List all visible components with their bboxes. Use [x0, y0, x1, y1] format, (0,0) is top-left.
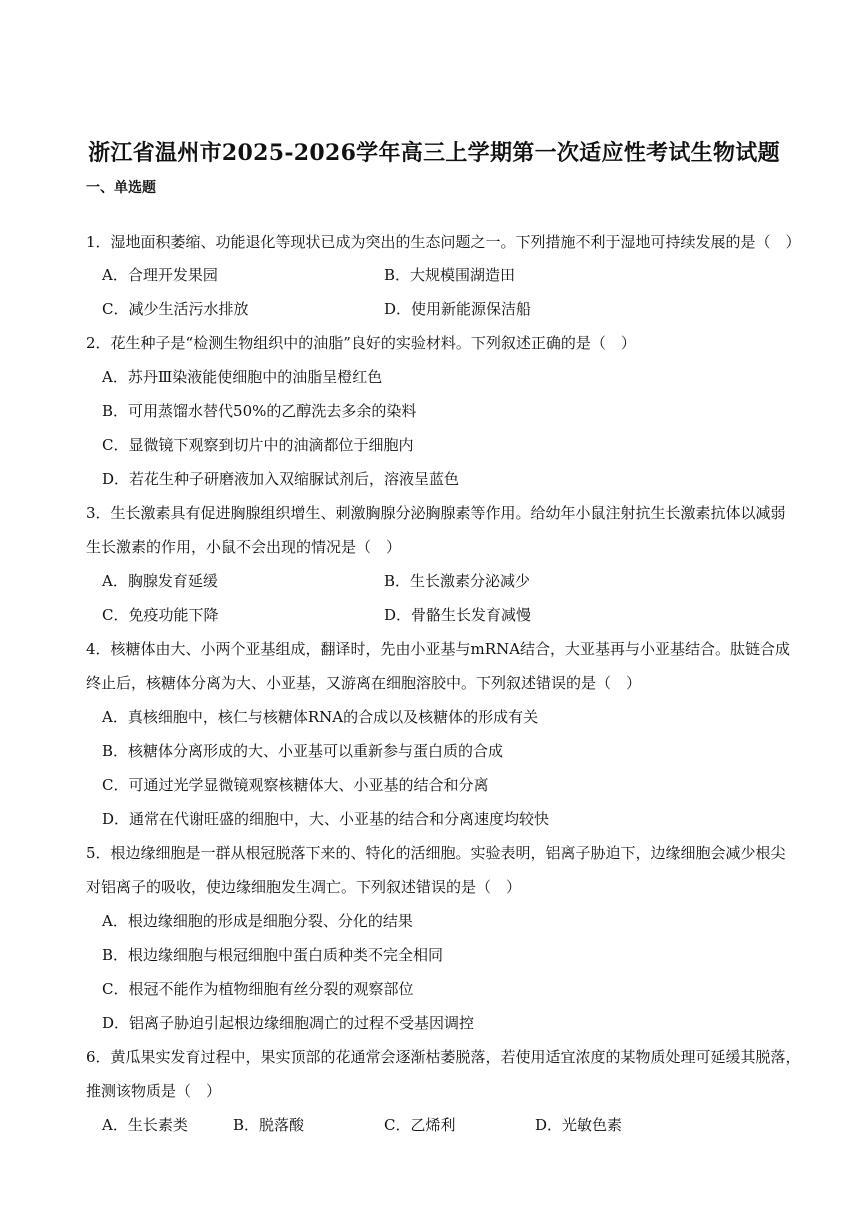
question-4-option-a: A．真核细胞中，核仁与核糖体RNA的合成以及核糖体的形成有关 [102, 708, 539, 726]
section-heading: 一、单选题 [86, 180, 156, 196]
question-2-option-b: B．可用蒸馏水替代50%的乙醇洗去多余的染料 [102, 402, 417, 420]
question-2-stem: 2．花生种子是“检测生物组织中的油脂”良好的实验材料。下列叙述正确的是（ ） [86, 334, 636, 352]
question-3-option-b: B．生长激素分泌减少 [384, 572, 531, 590]
question-5-option-a: A．根边缘细胞的形成是细胞分裂、分化的结果 [102, 912, 413, 930]
question-1-stem: 1．湿地面积萎缩、功能退化等现状已成为突出的生态问题之一。下列措施不利于湿地可持续发展的是（ ） [86, 233, 801, 251]
question-6-option-d: D．光敏色素 [535, 1116, 623, 1134]
question-5-option-b: B．根边缘细胞与根冠细胞中蛋白质种类不完全相同 [102, 946, 444, 964]
question-1-option-b: B．大规模围湖造田 [384, 266, 516, 284]
question-2-option-c: C．显微镜下观察到切片中的油滴都位于细胞内 [102, 436, 414, 454]
question-5-option-c: C．根冠不能作为植物细胞有丝分裂的观察部位 [102, 980, 414, 998]
question-3-option-d: D．骨骼生长发育减慢 [384, 606, 532, 624]
question-1-option-a: A．合理开发果园 [102, 266, 218, 284]
question-4-stem-line-1: 4．核糖体由大、小两个亚基组成，翻译时，先由小亚基与mRNA结合，大亚基再与小亚基结合。肽链合成 [86, 640, 791, 658]
question-5-stem-line-1: 5．根边缘细胞是一群从根冠脱落下来的、特化的活细胞。实验表明，铝离子胁迫下，边缘细胞会减少根尖 [86, 844, 786, 862]
question-6-stem-line-2: 推测该物质是（ ） [86, 1082, 222, 1100]
question-3-option-a: A．胸腺发育延缓 [102, 572, 218, 590]
question-5-option-d: D．铝离子胁迫引起根边缘细胞凋亡的过程不受基因调控 [102, 1014, 475, 1032]
question-2-option-d: D．若花生种子研磨液加入双缩脲试剂后，溶液呈蓝色 [102, 470, 460, 488]
question-1-option-d: D．使用新能源保洁船 [384, 300, 532, 318]
question-5-stem-line-2: 对铝离子的吸收，使边缘细胞发生凋亡。下列叙述错误的是（ ） [86, 878, 522, 896]
question-4-option-b: B．核糖体分离形成的大、小亚基可以重新参与蛋白质的合成 [102, 742, 504, 760]
question-4-option-d: D．通常在代谢旺盛的细胞中，大、小亚基的结合和分离速度均较快 [102, 810, 550, 828]
question-6-option-b: B．脱落酸 [233, 1116, 305, 1134]
question-4-stem-line-2: 终止后，核糖体分离为大、小亚基，又游离在细胞溶胶中。下列叙述错误的是（ ） [86, 674, 642, 692]
question-3-stem-line-2: 生长激素的作用，小鼠不会出现的情况是（ ） [86, 538, 402, 556]
question-6-option-a: A．生长素类 [102, 1116, 188, 1134]
question-3-option-c: C．免疫功能下降 [102, 606, 219, 624]
question-6-stem-line-1: 6．黄瓜果实发育过程中，果实顶部的花通常会逐渐枯萎脱落，若使用适宜浓度的某物质处理可延缓其脱落， [86, 1048, 801, 1066]
question-1-option-c: C．减少生活污水排放 [102, 300, 249, 318]
question-6-option-c: C．乙烯利 [384, 1116, 456, 1134]
exam-title: 浙江省温州市2025-2026学年高三上学期第一次适应性考试生物试题 [88, 140, 780, 166]
question-3-stem-line-1: 3．生长激素具有促进胸腺组织增生、刺激胸腺分泌胸腺素等作用。给幼年小鼠注射抗生长激素抗体以减弱 [86, 504, 786, 522]
question-4-option-c: C．可通过光学显微镜观察核糖体大、小亚基的结合和分离 [102, 776, 489, 794]
question-2-option-a: A．苏丹Ⅲ染液能使细胞中的油脂呈橙红色 [102, 368, 383, 386]
